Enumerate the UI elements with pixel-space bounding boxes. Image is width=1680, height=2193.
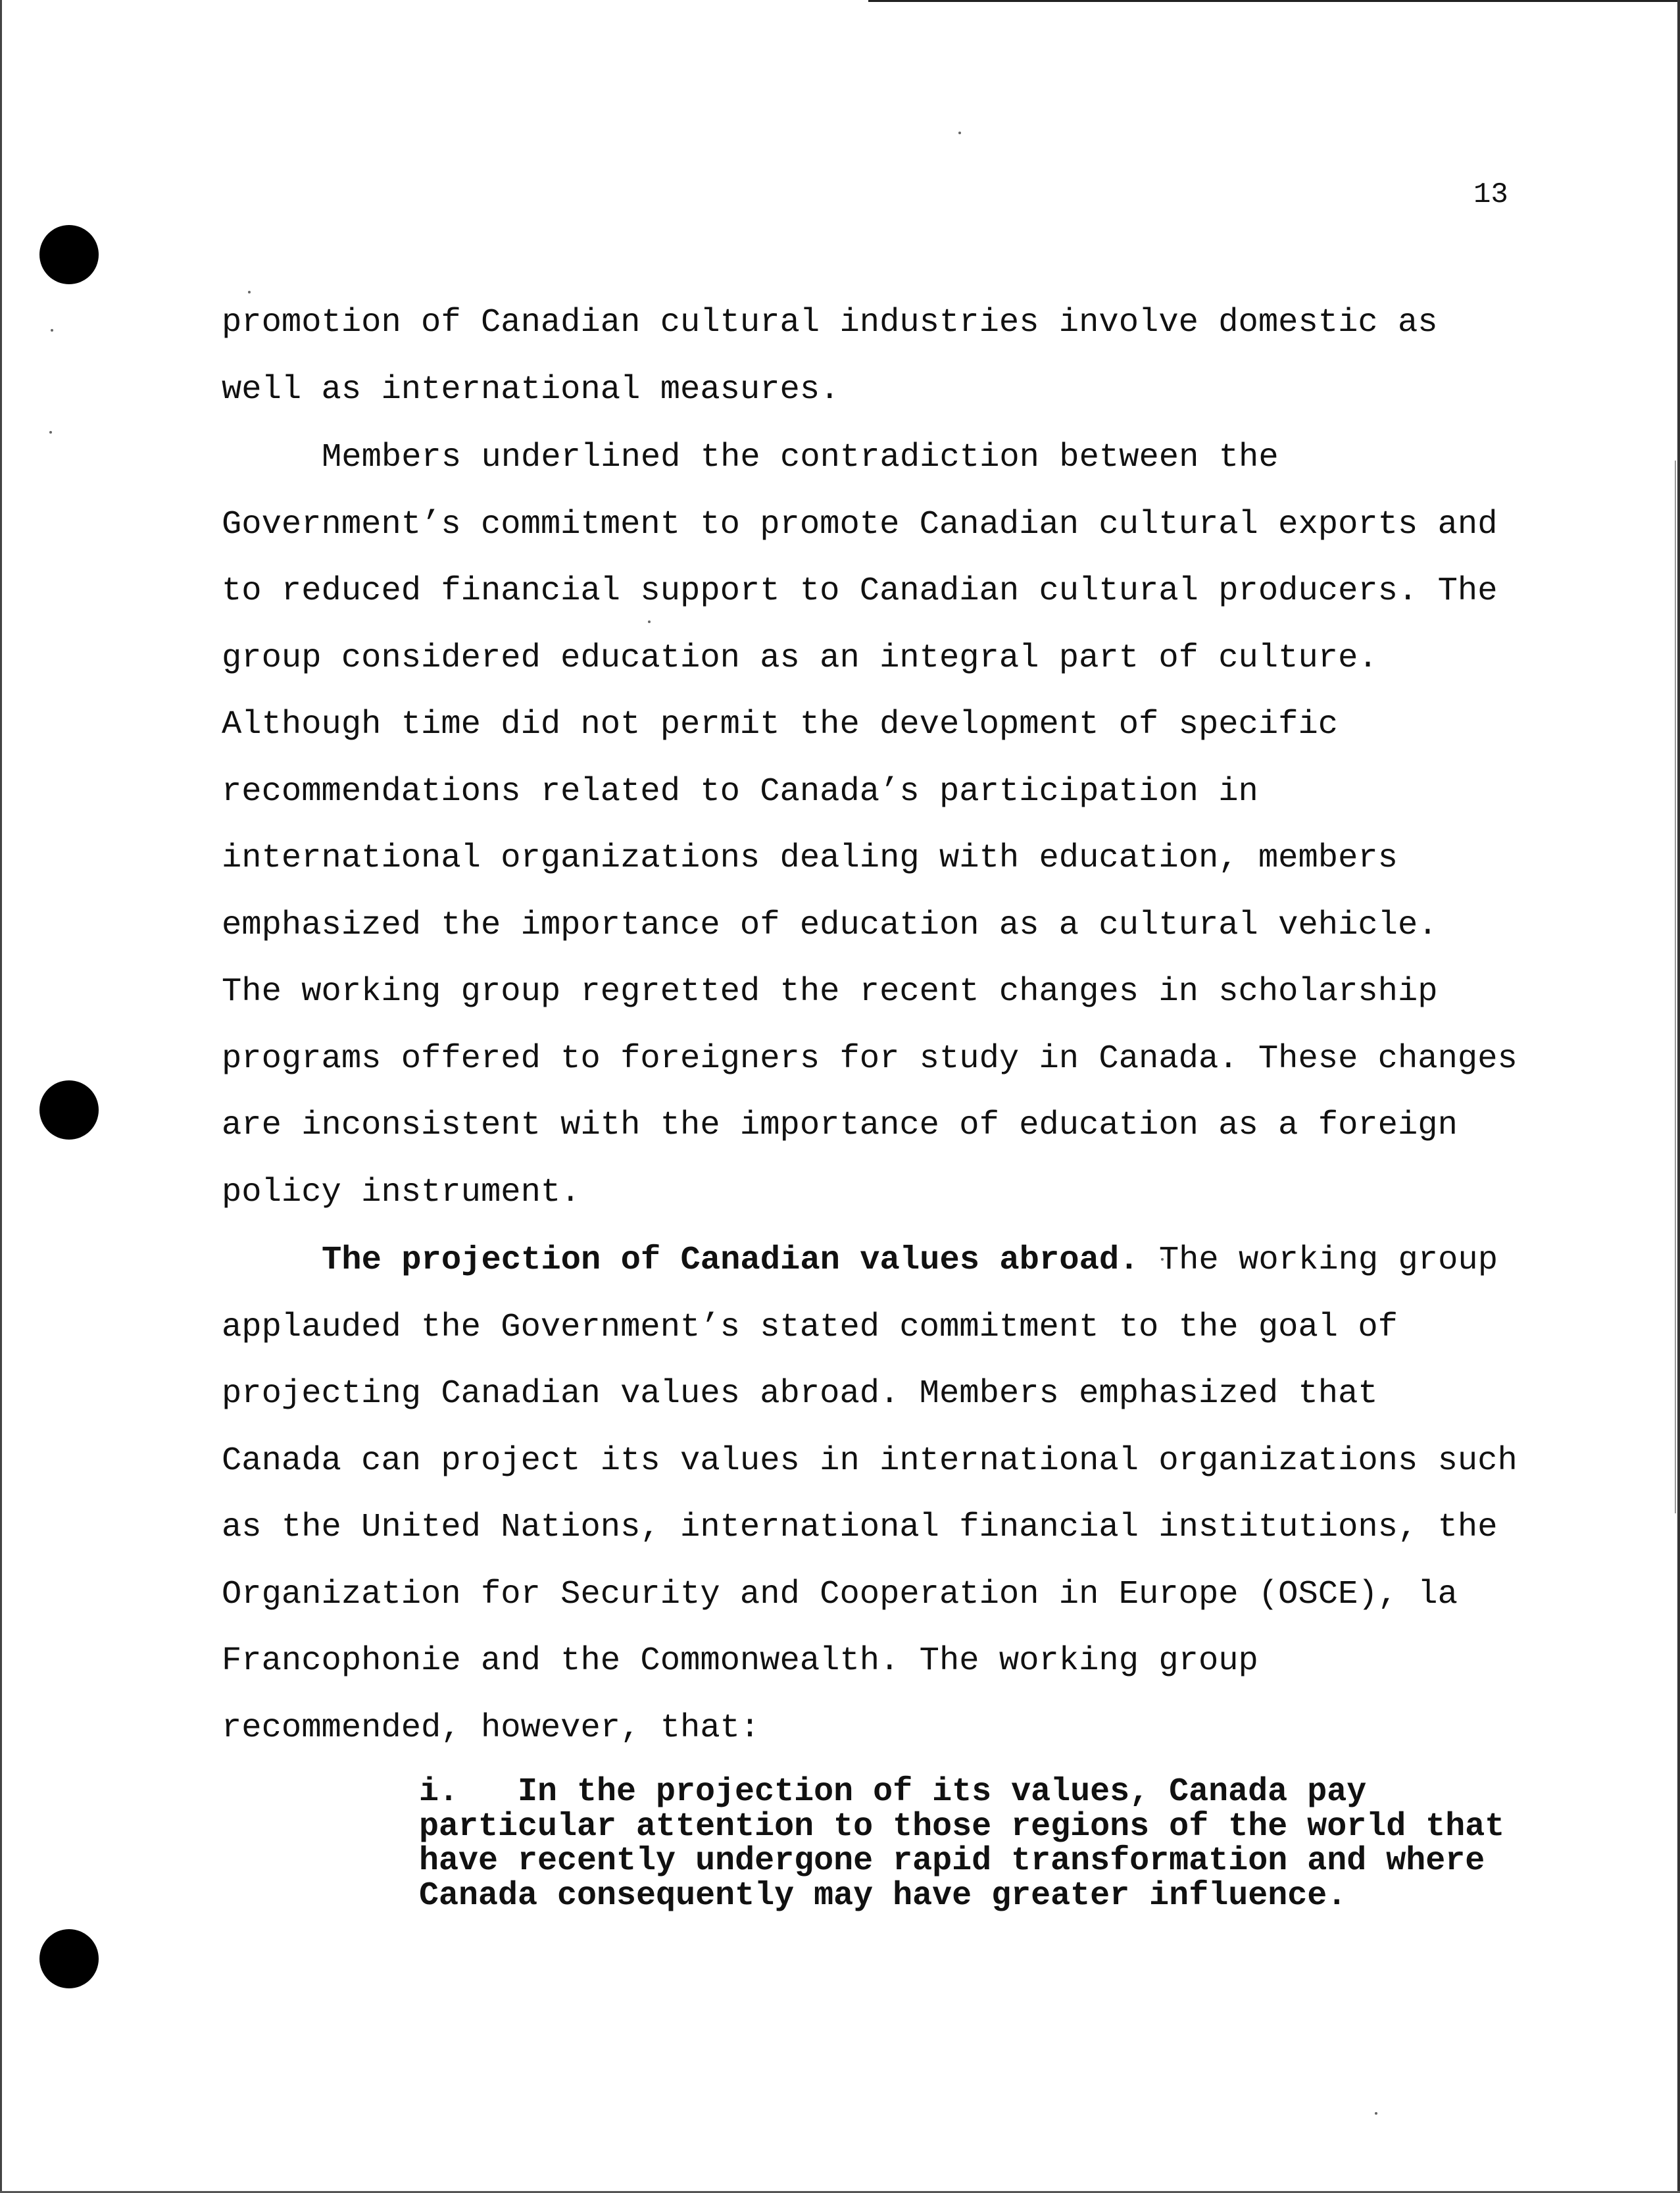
text-line: international organizations dealing with education, members: [222, 840, 1398, 877]
text-line: promotion of Canadian cultural industries involve domestic as: [222, 304, 1438, 341]
list-marker: i.: [419, 1773, 459, 1811]
scan-edge-shadow: [1675, 461, 1676, 1513]
text-line: particular attention to those regions of the world that: [419, 1807, 1505, 1846]
text-line: Canada consequently may have greater influence.: [419, 1877, 1347, 1915]
punch-hole-bottom: [39, 1929, 99, 1988]
scan-speck: [51, 329, 53, 332]
text-line: programs offered to foreigners for study in Canada. These changes: [222, 1040, 1518, 1078]
text-line: applauded the Government’s stated commitment to the goal of: [222, 1308, 1398, 1346]
text-line: Canada can project its values in international organizations such: [222, 1442, 1518, 1480]
paragraph-continuation: [222, 290, 1524, 423]
text-fragment: The working group: [1139, 1242, 1498, 1279]
text-line: Government’s commitment to promote Canadian cultural exports and: [222, 505, 1498, 543]
scan-speck: [1375, 2112, 1377, 2115]
scan-speck: [49, 431, 52, 434]
text-line: projecting Canadian values abroad. Members emphasized that: [222, 1375, 1378, 1413]
text-line: as the United Nations, international financial institutions, the: [222, 1509, 1498, 1546]
text-line: [222, 1227, 1524, 1294]
text-line: [419, 1775, 1537, 1810]
scan-edge-top: [868, 0, 1680, 2]
text-line: The working group regretted the recent changes in scholarship: [222, 973, 1438, 1011]
text-fragment: In the projection of its values, Canada pay: [518, 1773, 1367, 1811]
text-line: well as international measures.: [222, 370, 840, 409]
text-line: group considered education as an integral part of culture.: [222, 639, 1378, 677]
scan-edge-right: [1677, 0, 1680, 2193]
scan-edge-left: [0, 0, 2, 2193]
text-line: Although time did not permit the development of specific: [222, 706, 1339, 744]
text-line: policy instrument.: [222, 1173, 581, 1211]
paragraph-canadian-values: [222, 1227, 1524, 1761]
text-line: Members underlined the contradiction between the: [322, 439, 1279, 476]
scan-speck: [958, 132, 961, 134]
text-line: are inconsistent with the importance of education as a foreign: [222, 1107, 1458, 1144]
text-line: Organization for Security and Cooperation in Europe (OSCE), la: [222, 1575, 1458, 1613]
paragraph-culture-education: [222, 424, 1524, 1226]
punch-hole-middle: [39, 1080, 99, 1140]
section-heading: The projection of Canadian values abroad.: [322, 1242, 1139, 1279]
text-line: emphasized the importance of education as a cultural vehicle.: [222, 906, 1438, 944]
punch-hole-top: [39, 225, 99, 284]
recommendation-item: [419, 1775, 1537, 1913]
page-number: 13: [1473, 178, 1508, 211]
text-line: Francophonie and the Commonwealth. The working group: [222, 1642, 1258, 1680]
text-line: recommended, however, that:: [222, 1709, 760, 1747]
text-line: to reduced financial support to Canadian cultural producers. The: [222, 572, 1498, 610]
text-line: recommendations related to Canada’s participation in: [222, 772, 1258, 811]
text-line: have recently undergone rapid transformation and where: [419, 1842, 1485, 1880]
